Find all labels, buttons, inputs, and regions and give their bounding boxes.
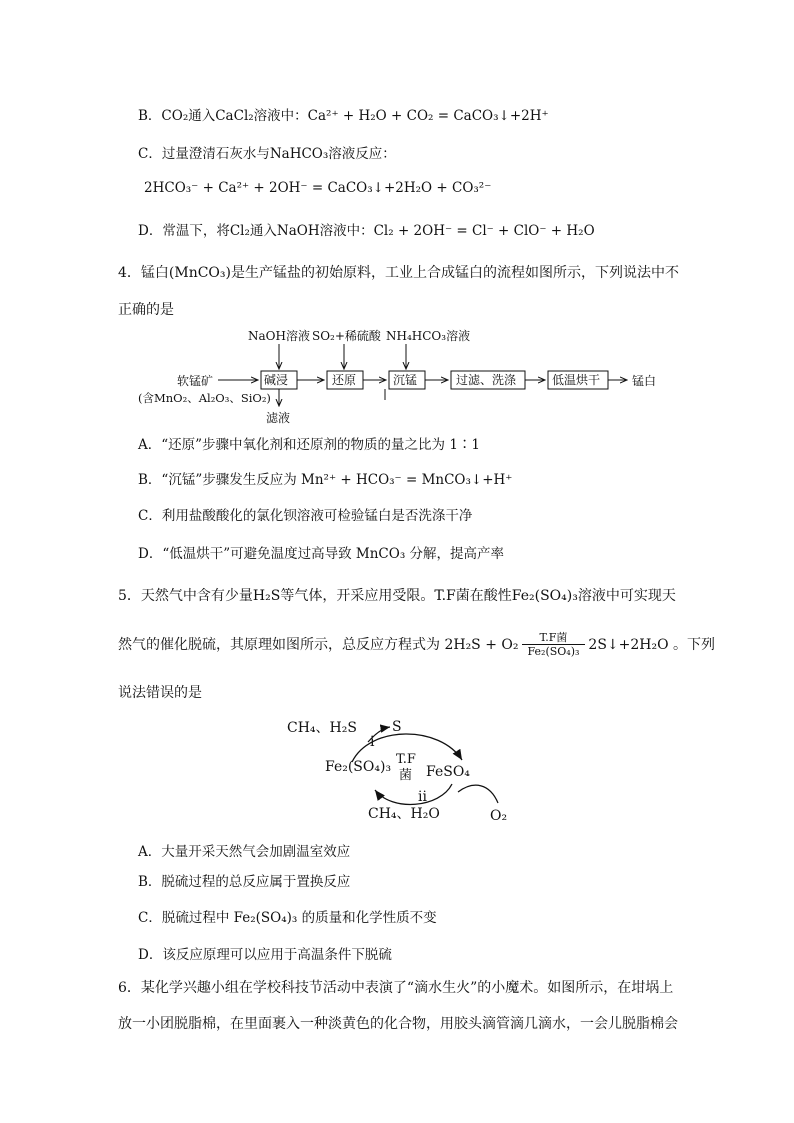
q5-option-c: C．脱硫过程中 Fe₂(SO₄)₃ 的质量和化学性质不变	[138, 910, 437, 926]
step-4-label: 过滤、洗涤	[456, 373, 517, 387]
arc-reaction-ii	[375, 784, 452, 804]
q4-stem-line2: 正确的是	[118, 302, 174, 318]
q5-option-b: B．脱硫过程的总反应属于置换反应	[138, 874, 351, 890]
option-text: 常温下，将Cl₂通入NaOH溶液中：Cl₂ + 2OH⁻ = Cl⁻ + ClO⁻ + H₂O	[162, 223, 595, 239]
cycle-top-left: CH₄、H₂S	[287, 720, 357, 736]
step-1-label: 碱浸	[264, 373, 289, 387]
q5-option-a: A．大量开采天然气会加剧温室效应	[138, 844, 351, 860]
q3-option-c-equation: 2HCO₃⁻ + Ca²⁺ + 2OH⁻ = CaCO₃↓+2H₂O + CO₃²⁻	[144, 180, 492, 196]
option-text: 过量澄清石灰水与NaHCO₃溶液反应：	[161, 146, 396, 162]
step-5-label: 低温烘干	[552, 373, 601, 387]
option-label: D．	[138, 223, 163, 239]
q4-option-c: C．利用盐酸酸化的氯化钡溶液可检验锰白是否洗涤干净	[138, 508, 473, 524]
flow-byproduct: 滤液	[266, 411, 291, 425]
cycle-mid-center-2: 菌	[399, 768, 413, 783]
cycle-mid-right: FeSO₄	[426, 764, 470, 780]
q6-stem-line1: 6．某化学兴趣小组在学校科技节活动中表演了“滴水生火”的小魔术。如图所示，在坩埚上	[118, 980, 674, 996]
reagent-3: NH₄HCO₃溶液	[386, 329, 471, 343]
step-3-label: 沉锰	[393, 373, 418, 387]
reagent-2: SO₂+稀硫酸	[312, 329, 381, 343]
option-label: B．	[138, 108, 162, 124]
flow-start-sub: (含MnO₂、Al₂O₃、SiO₂)	[138, 391, 271, 405]
q5-equation-rhs: 2S↓+2H₂O 。下列	[588, 637, 716, 653]
o2-input-curve	[458, 785, 498, 803]
option-text: CO₂通入CaCl₂溶液中：Ca²⁺ + H₂O + CO₂ = CaCO₃↓+2H⁺	[161, 108, 549, 124]
flow-product: 锰白	[632, 374, 657, 388]
q5-stem-line3: 说法错误的是	[118, 685, 202, 701]
cycle-mid-left: Fe₂(SO₄)₃	[325, 759, 392, 775]
cycle-bottom-left: CH₄、H₂O	[368, 806, 440, 822]
q6-stem-line2: 放一小团脱脂棉，在里面裹入一种淡黄色的化合物，用胶头滴管滴几滴水，一会儿脱脂棉会	[118, 1016, 678, 1032]
q4-stem-line1: 4．锰白(MnCO₃)是生产锰盐的初始原料，工业上合成锰白的流程如图所示，下列说法中不	[118, 265, 679, 281]
cycle-roman-ii: ii	[418, 789, 427, 805]
cycle-mid-center-1: T.F	[396, 752, 416, 767]
q4-option-d: D．“低温烘干”可避免温度过高导致 MnCO₃ 分解，提高产率	[138, 546, 505, 562]
reagent-1: NaOH溶液	[248, 329, 310, 343]
q5-reaction-catalyst: Fe₂(SO₄)₃	[527, 645, 580, 658]
q5-equation-lhs: 然气的催化脱硫，其原理如图所示，总反应方程式为 2H₂S + O₂	[118, 637, 519, 653]
q4-option-a: A．“还原”步骤中氧化剂和还原剂的物质的量之比为 1∶1	[138, 437, 481, 453]
q4-option-b: B．“沉锰”步骤发生反应为 Mn²⁺ + HCO₃⁻ = MnCO₃↓+H⁺	[138, 472, 513, 488]
cycle-roman-i: i	[370, 734, 375, 750]
cycle-bottom-right: O₂	[490, 808, 508, 824]
step-2-label: 还原	[332, 373, 357, 387]
q5-stem-line1: 5．天然气中含有少量H₂S等气体，开采应用受限。T.F菌在酸性Fe₂(SO₄)₃溶液中可实现天	[118, 588, 676, 604]
q5-reaction-condition: T.F菌	[522, 631, 586, 645]
q5-option-d: D．该反应原理可以应用于高温条件下脱硫	[138, 947, 392, 963]
cycle-top-right: S	[392, 719, 402, 735]
flow-start: 软锰矿	[177, 374, 214, 388]
option-label: C．	[138, 146, 162, 162]
